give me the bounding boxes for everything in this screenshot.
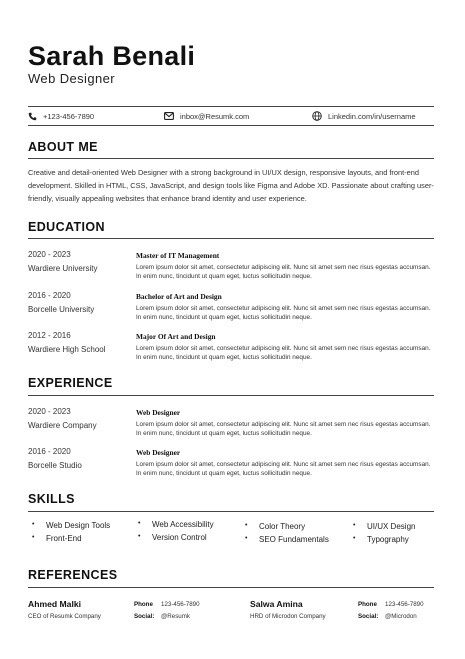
- education-degree: Major Of Art and Design: [136, 332, 216, 341]
- education-desc: Lorem ipsum dolor sit amet, consectetur adipiscing elit. Nunc sit amet sem nec risus egestas accumsan. In enim nunc, tincidunt ut quam eget, luctus sollicitudin neque.: [136, 264, 431, 281]
- experience-entry-right: [136, 447, 436, 478]
- contact-phone: [28, 107, 94, 125]
- reference-social-label: Social:: [358, 613, 379, 620]
- skill-item: • Web Design Tools: [46, 521, 110, 530]
- reference-phone-label: Phone: [358, 601, 377, 608]
- experience-place: Wardiere Company: [28, 420, 97, 430]
- experience-entry-right: [136, 407, 436, 438]
- reference-company: CEO of Resumk Company: [28, 613, 101, 620]
- experience-position: Web Designer: [136, 448, 181, 457]
- skill-item: • Web Accessibility: [152, 520, 214, 529]
- reference-social[interactable]: @Microdon: [385, 613, 417, 620]
- education-desc: Lorem ipsum dolor sit amet, consectetur adipiscing elit. Nunc sit amet sem nec risus egestas accumsan. In enim nunc, tincidunt ut quam eget, luctus sollicitudin neque.: [136, 345, 431, 362]
- references-divider: [28, 587, 434, 588]
- candidate-name: Sarah Benali: [28, 41, 196, 71]
- education-desc: Lorem ipsum dolor sit amet, consectetur adipiscing elit. Nunc sit amet sem nec risus egestas accumsan. In enim nunc, tincidunt ut quam eget, luctus sollicitudin neque.: [136, 305, 431, 322]
- experience-years: 2016 - 2020: [28, 447, 71, 456]
- candidate-role: Web Designer: [28, 71, 115, 86]
- skills-divider: [28, 511, 434, 512]
- phone-icon: [28, 112, 37, 121]
- skill-item: • Typography: [367, 535, 409, 544]
- about-heading: ABOUT ME: [28, 140, 98, 154]
- education-entry-left: [28, 329, 106, 356]
- experience-years: 2020 - 2023: [28, 407, 71, 416]
- contact-linkedin[interactable]: [312, 107, 416, 125]
- globe-icon: [312, 111, 322, 121]
- education-divider: [28, 238, 434, 239]
- experience-divider: [28, 395, 434, 396]
- contact-bar: [28, 106, 434, 126]
- education-entry-right: [136, 291, 436, 322]
- skill-item: • Color Theory: [259, 522, 305, 531]
- experience-desc: Lorem ipsum dolor sit amet, consectetur adipiscing elit. Nunc sit amet sem nec risus egestas accumsan. In enim nunc, tincidunt ut quam eget, luctus sollicitudin neque.: [136, 461, 431, 478]
- experience-entry-left: [28, 405, 97, 432]
- email-text[interactable]: inbox@Resumk.com: [180, 111, 250, 121]
- phone-text: +123-456-7890: [43, 111, 95, 121]
- education-years: 2016 - 2020: [28, 291, 71, 300]
- reference-phone-label: Phone: [134, 601, 153, 608]
- contact-email[interactable]: [164, 107, 249, 125]
- skill-item: • UI/UX Design: [367, 522, 415, 531]
- linkedin-text[interactable]: Linkedin.com/in/username: [328, 111, 416, 121]
- skill-item: • SEO Fundamentals: [259, 535, 329, 544]
- education-heading: EDUCATION: [28, 220, 105, 234]
- reference-phone: 123-456-7890: [385, 601, 424, 608]
- skill-item: • Version Control: [152, 533, 207, 542]
- about-text: Creative and detail-oriented Web Designer with a strong background in UI/UX design, responsive layouts, and front-end development. Skilled in HTML, CSS, JavaScript, and design tools like Figma and Adobe XD. Passionate about crafting user-friendly, visually appealing websites that enhance brand identity and user experience.: [28, 168, 434, 204]
- skill-item: • Front-End: [46, 534, 82, 543]
- education-place: Wardiere High School: [28, 344, 106, 354]
- experience-desc: Lorem ipsum dolor sit amet, consectetur adipiscing elit. Nunc sit amet sem nec risus egestas accumsan. In enim nunc, tincidunt ut quam eget, luctus sollicitudin neque.: [136, 421, 431, 438]
- references-heading: REFERENCES: [28, 568, 118, 582]
- experience-entry-left: [28, 445, 82, 472]
- education-years: 2012 - 2016: [28, 331, 71, 340]
- skills-heading: SKILLS: [28, 492, 75, 506]
- experience-heading: EXPERIENCE: [28, 376, 113, 390]
- education-years: 2020 - 2023: [28, 250, 71, 259]
- reference-name: Ahmed Malki: [28, 599, 82, 609]
- education-entry-left: [28, 248, 98, 275]
- education-place: Borcelle University: [28, 304, 95, 314]
- education-entry-right: [136, 250, 436, 281]
- reference-name: Salwa Amina: [250, 599, 303, 609]
- reference-phone: 123-456-7890: [161, 601, 200, 608]
- education-entry-left: [28, 289, 94, 316]
- education-place: Wardiere University: [28, 263, 98, 273]
- reference-social[interactable]: @Resumk: [161, 613, 190, 620]
- reference-social-label: Social:: [134, 613, 155, 620]
- education-degree: Master of IT Management: [136, 251, 220, 260]
- reference-company: HRD of Microdon Company: [250, 613, 326, 620]
- education-degree: Bachelor of Art and Design: [136, 292, 222, 301]
- mail-icon: [164, 112, 174, 120]
- about-divider: [28, 158, 434, 159]
- experience-place: Borcelle Studio: [28, 460, 82, 470]
- experience-position: Web Designer: [136, 408, 181, 417]
- education-entry-right: [136, 331, 436, 362]
